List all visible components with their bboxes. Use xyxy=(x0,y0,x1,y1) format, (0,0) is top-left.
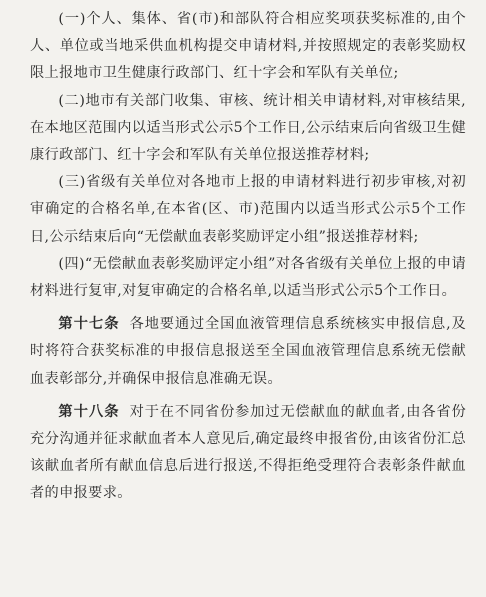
list-item-3 xyxy=(30,169,466,251)
article-text: 各地要通过全国血液管理信息系统核实申报信息,及时将符合获奖标准的申报信息报送至全国血液管理信息系统无偿献血表彰部分,并确保申报信息准确无误。 xyxy=(30,316,467,387)
article-number: 第十八条 xyxy=(58,403,120,420)
article-17 xyxy=(30,311,466,393)
list-item-4 xyxy=(30,251,466,305)
list-item-1 xyxy=(30,6,466,88)
article-18 xyxy=(30,399,466,508)
article-number: 第十七条 xyxy=(58,316,120,333)
list-item-text: (二)地市有关部门收集、审核、统计相关申请材料,对审核结果,在本地区范围内以适当形式公示5个工作日,公示结束后向省级卫生健康行政部门、红十字会和军队有关单位报送推荐材料; xyxy=(30,92,466,164)
article-text: 对于在不同省份参加过无偿献血的献血者,由各省份充分沟通并征求献血者本人意见后,确定最终申报省份,由该省份汇总该献血者所有献血信息后进行报送,不得拒绝受理符合表彰条件献血者的申报要求。 xyxy=(30,403,467,502)
list-item-2 xyxy=(30,88,466,170)
list-item-text: (四)“无偿献血表彰奖励评定小组”对各省级有关单位上报的申请材料进行复审,对复审确定的合格名单,以适当形式公示5个工作日。 xyxy=(30,255,466,300)
list-item-text: (一)个人、集体、省(市)和部队符合相应奖项获奖标准的,由个人、单位或当地采供血机构提交申请材料,并按照规定的表彰奖励权限上报地市卫生健康行政部门、红十字会和军队有关单位; xyxy=(30,11,466,82)
list-item-text: (三)省级有关单位对各地市上报的申请材料进行初步审核,对初审确定的合格名单,在本省(区、市)范围内以适当形式公示5个工作日,公示结束后向“无偿献血表彰奖励评定小组”报送推荐材料; xyxy=(30,174,466,245)
